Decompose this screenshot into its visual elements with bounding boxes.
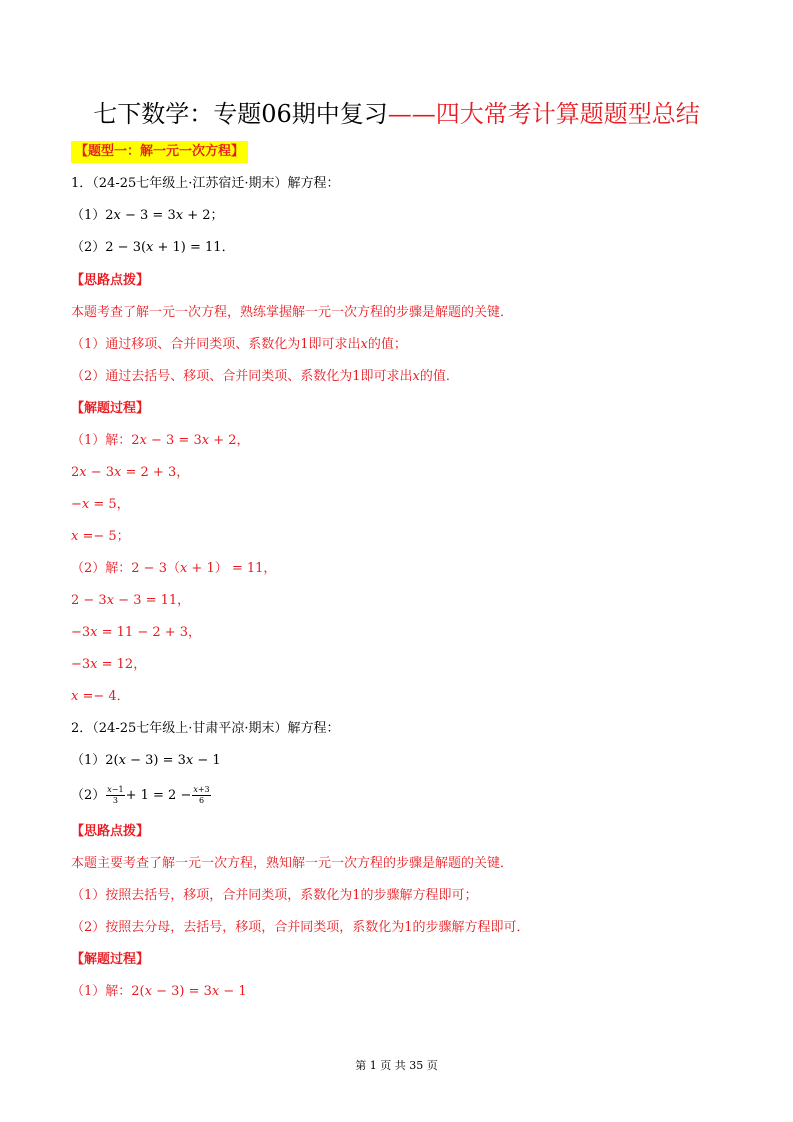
q2-hint-heading: 【思路点拨】 (71, 824, 150, 839)
fraction-numerator: 𝑥−1 (107, 785, 124, 794)
q1-solution-line: 2 − 3𝑥 − 3 = 11， (71, 593, 191, 608)
fraction-denominator: 3 (112, 796, 118, 805)
q1-hint-line: （2）通过去括号、移项、合并同类项、系数化为1即可求出𝑥的值． (71, 369, 459, 384)
q2-part1: （1）2(𝑥 − 3) = 3𝑥 − 1 (71, 753, 221, 768)
fraction (192, 785, 210, 806)
q2-solution-line: （1）解：2(𝑥 − 3) = 3𝑥 − 1 (71, 984, 247, 999)
fraction-numerator: 𝑥+3 (193, 785, 210, 794)
q2-hint-line: （1）按照去括号，移项，合并同类项，系数化为1的步骤解方程即可； (71, 888, 478, 903)
q2-hint-line: 本题主要考查了解一元一次方程，熟知解一元一次方程的步骤是解题的关键． (71, 856, 514, 871)
page-footer: 第 1 页 共 35 页 (355, 1059, 438, 1072)
q2-part2-middle: + 1 = 2 − (125, 788, 192, 803)
q2-stem: 2．（24-25七年级上·甘肃平凉·期末）解方程： (71, 721, 340, 736)
q1-hint-heading: 【思路点拨】 (71, 273, 150, 288)
title-main: 七下数学：专题06期中复习 (93, 100, 388, 128)
q1-solution-line: −3𝑥 = 11 − 2 + 3， (71, 625, 202, 640)
q1-solution-line: 𝑥 =− 4． (71, 689, 130, 704)
q2-part2-prefix: （2） (71, 788, 106, 803)
q1-solution-line: （2）解：2 − 3（𝑥 + 1） = 11， (71, 561, 277, 576)
q1-solution-line: （1）解：2𝑥 − 3 = 3𝑥 + 2， (71, 433, 250, 448)
q1-part1: （1）2𝑥 − 3 = 3𝑥 + 2； (71, 208, 224, 223)
q2-hint-line: （2）按照去分母，去括号，移项，合并同类项，系数化为1的步骤解方程即可． (71, 920, 530, 935)
q2-part2 (71, 784, 212, 808)
fraction (106, 785, 124, 806)
q1-solution-line: −𝑥 = 5， (71, 497, 130, 512)
q1-solution-heading: 【解题过程】 (71, 401, 150, 416)
title-subtitle: ——四大常考计算题题型总结 (387, 100, 700, 128)
fraction-denominator: 6 (198, 796, 205, 805)
q1-hint-line: 本题考查了解一元一次方程，熟练掌握解一元一次方程的步骤是解题的关键． (71, 305, 514, 320)
q1-solution-line: 𝑥 =− 5； (71, 529, 130, 544)
q1-solution-line: 2𝑥 − 3𝑥 = 2 + 3， (71, 465, 190, 480)
q1-solution-line: −3𝑥 = 12， (71, 657, 147, 672)
section-tag-type1: 【题型一：解一元一次方程】 (71, 141, 248, 163)
q2-solution-heading: 【解题过程】 (71, 952, 150, 967)
q1-stem: 1．（24-25七年级上·江苏宿迁·期末）解方程： (71, 176, 340, 191)
q1-part2: （2）2 − 3(𝑥 + 1) = 11． (71, 240, 235, 255)
q1-hint-line: （1）通过移项、合并同类项、系数化为1即可求出𝑥的值； (71, 337, 407, 352)
page-title (0, 97, 793, 131)
